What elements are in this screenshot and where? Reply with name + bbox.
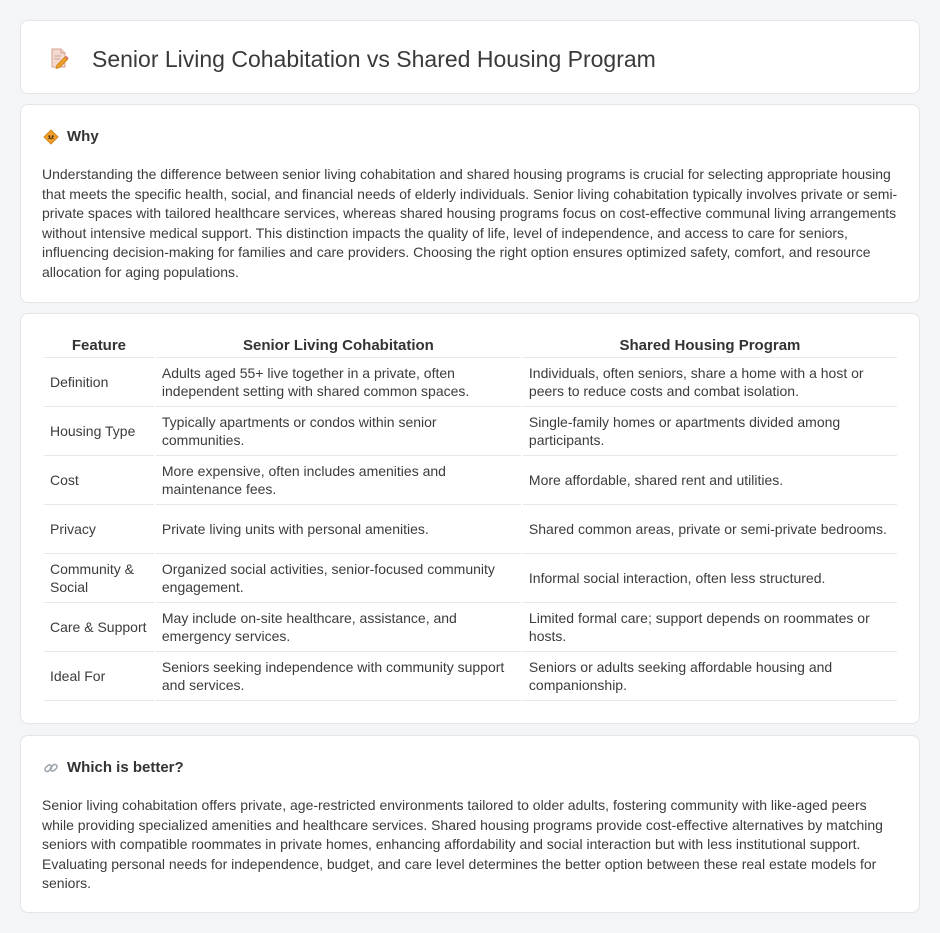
table-row — [44, 407, 897, 456]
shared-housing-cell: Limited formal care; support depends on roommates or hosts. — [523, 603, 897, 652]
which-better-title: Which is better? — [67, 759, 184, 776]
table-row — [44, 603, 897, 652]
senior-living-cell: May include on-site healthcare, assistance, and emergency services. — [156, 603, 521, 652]
shared-housing-cell: Seniors or adults seeking affordable housing and companionship. — [523, 652, 897, 701]
why-text: Understanding the difference between senior living cohabitation and shared housing programs is crucial for selecting appropriate housing that meets the specific health, social, and financial needs of elderly individuals. Senior living cohabitation typically involves private or semi-private spaces with tailored healthcare services, whereas shared housing programs focus on cost-effective communal living arrangements without intensive medical support. This distinction impacts the quality of life, level of independence, and access to care for seniors, influencing decision-making for families and care providers. Choosing the right option ensures optimized safety, comfort, and resource allocation for aging populations. — [42, 166, 898, 280]
senior-living-cell: Organized social activities, senior-focused community engagement. — [156, 554, 521, 603]
link-icon — [43, 760, 59, 776]
warning-sign-icon — [43, 129, 59, 145]
page-title: Senior Living Cohabitation vs Shared Housing Program — [92, 46, 656, 72]
why-heading — [43, 128, 99, 145]
table-row — [44, 652, 897, 701]
header-feature: Feature — [44, 334, 154, 358]
table-row — [44, 554, 897, 603]
header-shared-housing: Shared Housing Program — [523, 334, 897, 358]
shared-housing-cell: Individuals, often seniors, share a home with a host or peers to reduce costs and combat isolation. — [523, 358, 897, 407]
table-header-row — [44, 334, 897, 358]
shared-housing-cell: Shared common areas, private or semi-private bedrooms. — [523, 505, 897, 554]
feature-cell: Definition — [44, 358, 154, 407]
comparison-table — [42, 334, 899, 701]
why-section — [20, 104, 920, 303]
feature-cell: Privacy — [44, 505, 154, 554]
feature-cell: Ideal For — [44, 652, 154, 701]
feature-cell: Community & Social — [44, 554, 154, 603]
title-card — [20, 20, 920, 94]
shared-housing-cell: Informal social interaction, often less structured. — [523, 554, 897, 603]
document-edit-icon — [48, 47, 70, 69]
header-senior-living: Senior Living Cohabitation — [156, 334, 521, 358]
senior-living-cell: More expensive, often includes amenities and maintenance fees. — [156, 456, 521, 505]
table-row — [44, 505, 897, 554]
shared-housing-cell: Single-family homes or apartments divided among participants. — [523, 407, 897, 456]
table-row — [44, 358, 897, 407]
feature-cell: Care & Support — [44, 603, 154, 652]
why-title: Why — [67, 128, 99, 145]
shared-housing-cell: More affordable, shared rent and utilities. — [523, 456, 897, 505]
senior-living-cell: Typically apartments or condos within senior communities. — [156, 407, 521, 456]
which-better-heading — [43, 759, 184, 776]
which-better-section — [20, 735, 920, 913]
senior-living-cell: Seniors seeking independence with community support and services. — [156, 652, 521, 701]
table-row — [44, 456, 897, 505]
feature-cell: Cost — [44, 456, 154, 505]
senior-living-cell: Private living units with personal amenities. — [156, 505, 521, 554]
which-better-text: Senior living cohabitation offers private, age-restricted environments tailored to older adults, fostering community with like-aged peers while providing specialized amenities and healthcare services. Shared housing programs provide cost-effective alternatives by matching seniors with compatible roommates in private homes, enhancing affordability and social interaction but with less institutional support. Evaluating personal needs for independence, budget, and care level determines the better option between these real estate models for seniors. — [42, 797, 883, 891]
feature-cell: Housing Type — [44, 407, 154, 456]
senior-living-cell: Adults aged 55+ live together in a private, often independent setting with shared common spaces. — [156, 358, 521, 407]
comparison-section — [20, 313, 920, 724]
